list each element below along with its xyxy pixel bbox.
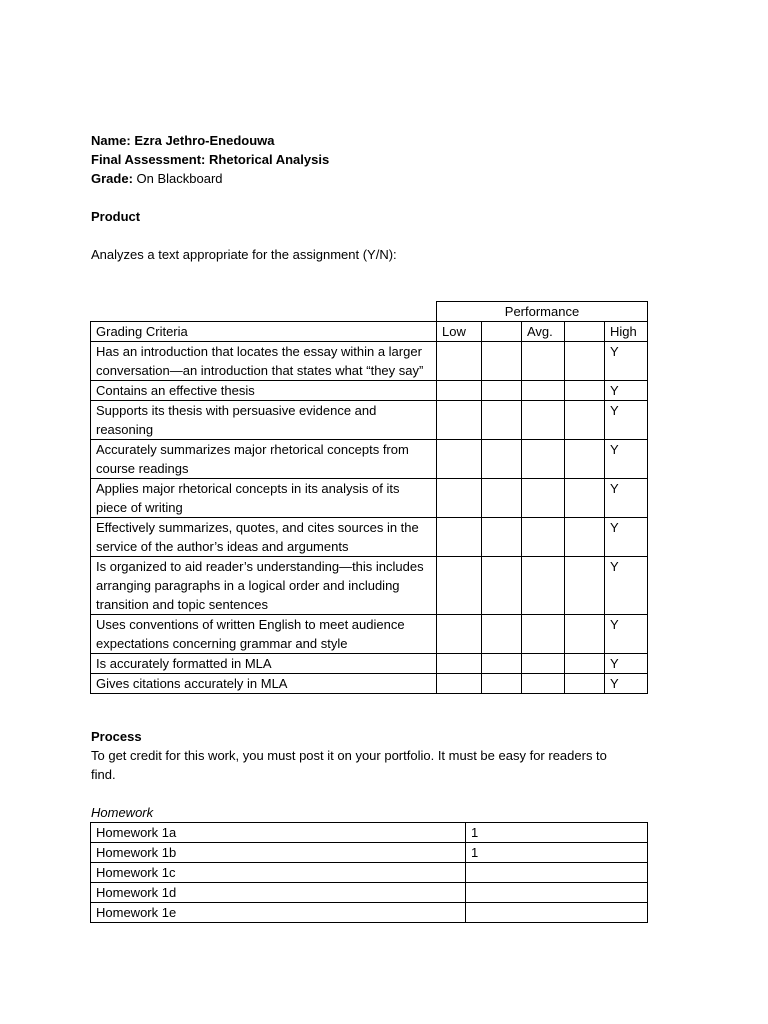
- rating-cell: [522, 479, 565, 518]
- rating-cell: [565, 440, 605, 479]
- rating-cell: [522, 654, 565, 674]
- col-blank-header: [482, 322, 522, 342]
- homework-row: [91, 883, 648, 903]
- rating-cell: [565, 615, 605, 654]
- criterion-cell: Uses conventions of written English to meet audience expectations concerning grammar and style: [91, 615, 437, 654]
- criterion-cell: Effectively summarizes, quotes, and cites sources in the service of the author’s ideas and arguments: [91, 518, 437, 557]
- rating-cell: [482, 342, 522, 381]
- rubric-row: [91, 557, 648, 615]
- rating-cell: Y: [605, 401, 648, 440]
- assessment-line: [91, 150, 329, 169]
- product-heading: Product: [91, 209, 141, 224]
- rating-cell: [482, 557, 522, 615]
- rubric-row: [91, 518, 648, 557]
- rating-cell: [522, 557, 565, 615]
- empty-corner-cell: [91, 302, 437, 322]
- col-blank-header: [565, 322, 605, 342]
- rubric-column-header-row: [91, 322, 648, 342]
- homework-label-cell: Homework 1e: [91, 903, 466, 923]
- analyzes-text-prompt: Analyzes a text appropriate for the assignment (Y/N):: [91, 247, 397, 262]
- homework-table: [90, 822, 648, 923]
- rubric-row: [91, 654, 648, 674]
- rating-cell: [482, 654, 522, 674]
- rating-cell: Y: [605, 381, 648, 401]
- rating-cell: [522, 342, 565, 381]
- rating-cell: [482, 674, 522, 694]
- homework-score-cell: 1: [466, 823, 648, 843]
- assessment-label: Final Assessment:: [91, 152, 206, 167]
- rating-cell: Y: [605, 654, 648, 674]
- grade-value: On Blackboard: [136, 171, 223, 186]
- student-name-line: [91, 131, 275, 150]
- name-value: Ezra Jethro-Enedouwa: [134, 133, 275, 148]
- homework-row: [91, 843, 648, 863]
- rating-cell: [437, 557, 482, 615]
- homework-label-cell: Homework 1d: [91, 883, 466, 903]
- rubric-row: [91, 342, 648, 381]
- rating-cell: Y: [605, 615, 648, 654]
- rating-cell: [565, 479, 605, 518]
- col-high-header: High: [605, 322, 648, 342]
- col-avg-header: Avg.: [522, 322, 565, 342]
- rating-cell: [565, 557, 605, 615]
- rating-cell: [522, 440, 565, 479]
- criterion-cell: Accurately summarizes major rhetorical concepts from course readings: [91, 440, 437, 479]
- rubric-row: [91, 674, 648, 694]
- grade-line: [91, 169, 223, 188]
- rating-cell: [522, 401, 565, 440]
- homework-score-cell: [466, 863, 648, 883]
- rating-cell: [482, 518, 522, 557]
- homework-label-cell: Homework 1a: [91, 823, 466, 843]
- rubric-group-header-row: [91, 302, 648, 322]
- rating-cell: Y: [605, 674, 648, 694]
- rating-cell: [522, 381, 565, 401]
- rating-cell: [522, 518, 565, 557]
- rating-cell: Y: [605, 342, 648, 381]
- homework-row: [91, 903, 648, 923]
- rubric-rows: [91, 342, 648, 694]
- rubric-row: [91, 401, 648, 440]
- criteria-header: Grading Criteria: [91, 322, 437, 342]
- criterion-cell: Is accurately formatted in MLA: [91, 654, 437, 674]
- criterion-cell: Supports its thesis with persuasive evidence and reasoning: [91, 401, 437, 440]
- homework-rows: [91, 823, 648, 923]
- homework-score-cell: 1: [466, 843, 648, 863]
- rating-cell: [482, 381, 522, 401]
- homework-label-cell: Homework 1b: [91, 843, 466, 863]
- criterion-cell: Applies major rhetorical concepts in its analysis of its piece of writing: [91, 479, 437, 518]
- rating-cell: [522, 615, 565, 654]
- homework-score-cell: [466, 903, 648, 923]
- rubric-row: [91, 381, 648, 401]
- performance-header: Performance: [437, 302, 648, 322]
- rating-cell: [482, 440, 522, 479]
- process-text-line2: find.: [91, 767, 116, 782]
- rubric-row: [91, 615, 648, 654]
- rating-cell: [565, 401, 605, 440]
- process-heading: Process: [91, 729, 142, 744]
- rating-cell: [437, 654, 482, 674]
- rating-cell: [437, 479, 482, 518]
- homework-row: [91, 863, 648, 883]
- rating-cell: Y: [605, 479, 648, 518]
- rubric-row: [91, 479, 648, 518]
- homework-heading: Homework: [91, 805, 154, 820]
- homework-score-cell: [466, 883, 648, 903]
- rating-cell: [565, 381, 605, 401]
- name-label: Name:: [91, 133, 131, 148]
- rating-cell: Y: [605, 518, 648, 557]
- criterion-cell: Is organized to aid reader’s understanding—this includes arranging paragraphs in a logical order and including transition and topic sentences: [91, 557, 437, 615]
- rating-cell: [482, 401, 522, 440]
- rating-cell: Y: [605, 440, 648, 479]
- rating-cell: [437, 342, 482, 381]
- assessment-value: Rhetorical Analysis: [209, 152, 330, 167]
- rating-cell: [437, 440, 482, 479]
- criterion-cell: Has an introduction that locates the essay within a larger conversation—an introduction that states what “they say”: [91, 342, 437, 381]
- rubric-table: [90, 301, 648, 694]
- grade-label: Grade:: [91, 171, 133, 186]
- rating-cell: [437, 518, 482, 557]
- rating-cell: [565, 518, 605, 557]
- rating-cell: [437, 381, 482, 401]
- homework-label-cell: Homework 1c: [91, 863, 466, 883]
- rating-cell: [482, 615, 522, 654]
- rating-cell: Y: [605, 557, 648, 615]
- col-low-header: Low: [437, 322, 482, 342]
- criterion-cell: Contains an effective thesis: [91, 381, 437, 401]
- process-text-line1: To get credit for this work, you must post it on your portfolio. It must be easy for readers to: [91, 748, 607, 763]
- rating-cell: [437, 615, 482, 654]
- rating-cell: [437, 401, 482, 440]
- criterion-cell: Gives citations accurately in MLA: [91, 674, 437, 694]
- homework-row: [91, 823, 648, 843]
- rating-cell: [522, 674, 565, 694]
- rating-cell: [565, 654, 605, 674]
- rating-cell: [482, 479, 522, 518]
- rating-cell: [565, 674, 605, 694]
- rating-cell: [437, 674, 482, 694]
- rubric-row: [91, 440, 648, 479]
- rating-cell: [565, 342, 605, 381]
